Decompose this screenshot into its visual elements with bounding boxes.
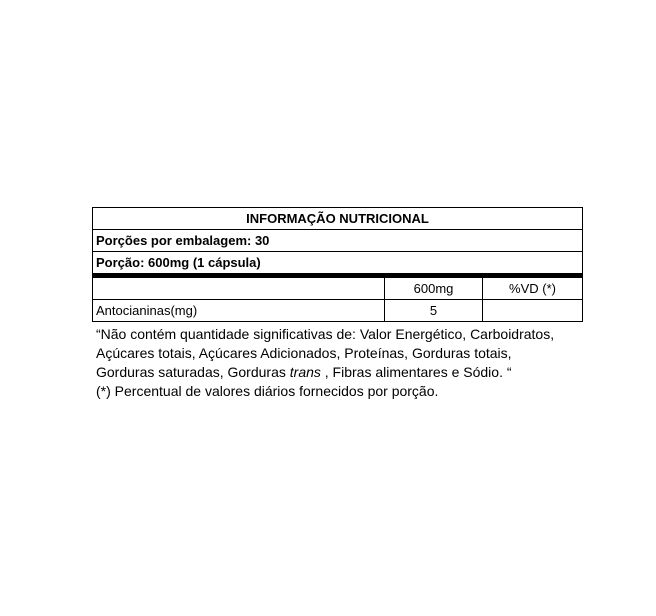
footnotes <box>92 325 566 401</box>
nutrient-name: Antocianinas(mg) <box>93 300 385 322</box>
table-row <box>93 300 583 322</box>
insignificant-nutrients-note <box>96 325 566 382</box>
nutrient-amount: 5 <box>385 300 483 322</box>
header-row <box>93 276 583 300</box>
servings-row <box>93 230 583 252</box>
nutrient-daily-value <box>483 300 583 322</box>
nutrition-table <box>92 207 583 322</box>
header-daily-value: %VD (*) <box>483 276 583 300</box>
header-blank-cell <box>93 276 385 300</box>
label-title: INFORMAÇÃO NUTRICIONAL <box>93 208 583 230</box>
servings-per-package: Porções por embalagem: 30 <box>93 230 583 252</box>
note-text-end: , Fibras alimentares e Sódio. “ <box>320 364 512 380</box>
header-amount: 600mg <box>385 276 483 300</box>
note-trans-word: trans <box>289 364 321 380</box>
serving-size: Porção: 600mg (1 cápsula) <box>93 252 583 276</box>
daily-value-note: (*) Percentual de valores diários fornecidos por porção. <box>96 383 439 399</box>
note-text-start: “Não contém quantidade significativas de: Valor Energético, Carboidratos, Açúcares totais, Açúcares Adicionados, Proteínas, Gorduras totais, Gorduras saturadas, Gorduras <box>96 326 555 380</box>
nutrition-facts-label <box>92 207 582 401</box>
serving-size-row <box>93 252 583 276</box>
title-row <box>93 208 583 230</box>
